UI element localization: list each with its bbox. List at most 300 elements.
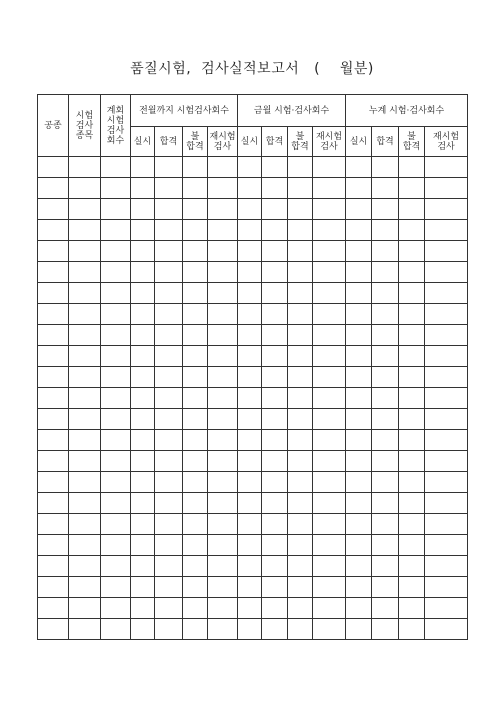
table-cell[interactable]	[288, 598, 313, 619]
table-cell[interactable]	[425, 535, 468, 556]
table-cell[interactable]	[425, 388, 468, 409]
table-cell[interactable]	[69, 514, 101, 535]
table-cell[interactable]	[238, 556, 262, 577]
table-cell[interactable]	[38, 556, 69, 577]
table-cell[interactable]	[399, 493, 425, 514]
table-cell[interactable]	[183, 514, 208, 535]
table-cell[interactable]	[346, 199, 372, 220]
table-cell[interactable]	[238, 304, 262, 325]
table-cell[interactable]	[208, 283, 238, 304]
table-cell[interactable]	[288, 535, 313, 556]
table-cell[interactable]	[208, 220, 238, 241]
table-cell[interactable]	[183, 325, 208, 346]
table-cell[interactable]	[399, 199, 425, 220]
table-cell[interactable]	[346, 451, 372, 472]
table-cell[interactable]	[38, 199, 69, 220]
table-cell[interactable]	[346, 346, 372, 367]
table-cell[interactable]	[38, 430, 69, 451]
table-cell[interactable]	[262, 388, 288, 409]
table-cell[interactable]	[69, 178, 101, 199]
table-cell[interactable]	[155, 556, 183, 577]
table-cell[interactable]	[69, 283, 101, 304]
table-cell[interactable]	[262, 577, 288, 598]
table-cell[interactable]	[313, 451, 346, 472]
table-cell[interactable]	[425, 157, 468, 178]
table-cell[interactable]	[399, 577, 425, 598]
table-cell[interactable]	[288, 325, 313, 346]
table-cell[interactable]	[183, 304, 208, 325]
table-cell[interactable]	[372, 262, 399, 283]
table-cell[interactable]	[131, 346, 155, 367]
table-cell[interactable]	[131, 367, 155, 388]
table-cell[interactable]	[399, 472, 425, 493]
table-cell[interactable]	[38, 514, 69, 535]
table-cell[interactable]	[238, 409, 262, 430]
table-cell[interactable]	[131, 178, 155, 199]
table-cell[interactable]	[313, 325, 346, 346]
table-cell[interactable]	[372, 514, 399, 535]
table-cell[interactable]	[399, 304, 425, 325]
table-cell[interactable]	[399, 619, 425, 640]
table-cell[interactable]	[101, 451, 131, 472]
table-cell[interactable]	[38, 493, 69, 514]
table-cell[interactable]	[183, 535, 208, 556]
table-cell[interactable]	[288, 514, 313, 535]
table-cell[interactable]	[288, 451, 313, 472]
table-cell[interactable]	[155, 577, 183, 598]
table-cell[interactable]	[131, 241, 155, 262]
table-cell[interactable]	[131, 325, 155, 346]
table-cell[interactable]	[131, 220, 155, 241]
table-cell[interactable]	[346, 514, 372, 535]
table-cell[interactable]	[262, 514, 288, 535]
table-cell[interactable]	[38, 262, 69, 283]
table-cell[interactable]	[238, 514, 262, 535]
table-cell[interactable]	[69, 304, 101, 325]
table-cell[interactable]	[69, 472, 101, 493]
table-cell[interactable]	[346, 262, 372, 283]
table-cell[interactable]	[238, 346, 262, 367]
table-cell[interactable]	[313, 241, 346, 262]
table-cell[interactable]	[38, 451, 69, 472]
table-cell[interactable]	[313, 388, 346, 409]
table-cell[interactable]	[313, 598, 346, 619]
table-cell[interactable]	[313, 283, 346, 304]
table-cell[interactable]	[131, 262, 155, 283]
table-cell[interactable]	[131, 577, 155, 598]
table-cell[interactable]	[155, 514, 183, 535]
table-cell[interactable]	[38, 367, 69, 388]
table-cell[interactable]	[101, 472, 131, 493]
table-cell[interactable]	[131, 157, 155, 178]
table-cell[interactable]	[288, 262, 313, 283]
table-cell[interactable]	[372, 241, 399, 262]
table-cell[interactable]	[425, 598, 468, 619]
table-cell[interactable]	[262, 157, 288, 178]
table-cell[interactable]	[69, 199, 101, 220]
table-cell[interactable]	[38, 304, 69, 325]
table-cell[interactable]	[313, 304, 346, 325]
table-cell[interactable]	[262, 346, 288, 367]
table-cell[interactable]	[208, 556, 238, 577]
table-cell[interactable]	[399, 346, 425, 367]
table-cell[interactable]	[372, 493, 399, 514]
table-cell[interactable]	[208, 493, 238, 514]
table-cell[interactable]	[346, 157, 372, 178]
table-cell[interactable]	[313, 556, 346, 577]
table-cell[interactable]	[313, 430, 346, 451]
table-cell[interactable]	[208, 430, 238, 451]
table-cell[interactable]	[238, 619, 262, 640]
table-cell[interactable]	[101, 157, 131, 178]
table-cell[interactable]	[346, 556, 372, 577]
table-cell[interactable]	[399, 220, 425, 241]
table-cell[interactable]	[262, 598, 288, 619]
table-cell[interactable]	[346, 220, 372, 241]
table-cell[interactable]	[288, 619, 313, 640]
table-cell[interactable]	[101, 514, 131, 535]
table-cell[interactable]	[38, 283, 69, 304]
table-cell[interactable]	[238, 472, 262, 493]
table-cell[interactable]	[208, 598, 238, 619]
table-cell[interactable]	[346, 493, 372, 514]
table-cell[interactable]	[101, 598, 131, 619]
table-cell[interactable]	[183, 430, 208, 451]
table-cell[interactable]	[208, 388, 238, 409]
table-cell[interactable]	[262, 367, 288, 388]
table-cell[interactable]	[69, 367, 101, 388]
table-cell[interactable]	[346, 388, 372, 409]
table-cell[interactable]	[313, 514, 346, 535]
table-cell[interactable]	[183, 262, 208, 283]
table-cell[interactable]	[69, 619, 101, 640]
table-cell[interactable]	[155, 535, 183, 556]
table-cell[interactable]	[238, 367, 262, 388]
table-cell[interactable]	[238, 451, 262, 472]
table-cell[interactable]	[399, 430, 425, 451]
table-cell[interactable]	[208, 514, 238, 535]
table-cell[interactable]	[372, 157, 399, 178]
table-cell[interactable]	[288, 199, 313, 220]
table-cell[interactable]	[101, 388, 131, 409]
table-cell[interactable]	[288, 493, 313, 514]
table-cell[interactable]	[399, 451, 425, 472]
table-cell[interactable]	[372, 598, 399, 619]
table-cell[interactable]	[372, 430, 399, 451]
table-cell[interactable]	[208, 178, 238, 199]
table-cell[interactable]	[208, 619, 238, 640]
table-cell[interactable]	[288, 157, 313, 178]
table-cell[interactable]	[155, 493, 183, 514]
table-cell[interactable]	[155, 304, 183, 325]
table-cell[interactable]	[372, 535, 399, 556]
table-cell[interactable]	[208, 262, 238, 283]
table-cell[interactable]	[262, 325, 288, 346]
table-cell[interactable]	[183, 241, 208, 262]
table-cell[interactable]	[425, 346, 468, 367]
table-cell[interactable]	[131, 472, 155, 493]
table-cell[interactable]	[425, 430, 468, 451]
table-cell[interactable]	[238, 199, 262, 220]
table-cell[interactable]	[313, 199, 346, 220]
table-cell[interactable]	[346, 598, 372, 619]
table-cell[interactable]	[425, 409, 468, 430]
table-cell[interactable]	[313, 262, 346, 283]
table-cell[interactable]	[208, 367, 238, 388]
table-cell[interactable]	[38, 178, 69, 199]
table-cell[interactable]	[155, 220, 183, 241]
table-cell[interactable]	[313, 472, 346, 493]
table-cell[interactable]	[101, 367, 131, 388]
table-cell[interactable]	[208, 157, 238, 178]
table-cell[interactable]	[101, 619, 131, 640]
table-cell[interactable]	[238, 493, 262, 514]
table-cell[interactable]	[313, 346, 346, 367]
table-cell[interactable]	[238, 178, 262, 199]
table-cell[interactable]	[101, 220, 131, 241]
table-cell[interactable]	[313, 409, 346, 430]
table-cell[interactable]	[69, 451, 101, 472]
table-cell[interactable]	[262, 493, 288, 514]
table-cell[interactable]	[372, 220, 399, 241]
table-cell[interactable]	[399, 283, 425, 304]
table-cell[interactable]	[399, 157, 425, 178]
table-cell[interactable]	[238, 283, 262, 304]
table-cell[interactable]	[208, 346, 238, 367]
table-cell[interactable]	[372, 472, 399, 493]
table-cell[interactable]	[262, 409, 288, 430]
table-cell[interactable]	[208, 451, 238, 472]
table-cell[interactable]	[183, 220, 208, 241]
table-cell[interactable]	[155, 199, 183, 220]
table-cell[interactable]	[346, 283, 372, 304]
table-cell[interactable]	[425, 514, 468, 535]
table-cell[interactable]	[262, 262, 288, 283]
table-cell[interactable]	[399, 388, 425, 409]
table-cell[interactable]	[262, 178, 288, 199]
table-cell[interactable]	[208, 409, 238, 430]
table-cell[interactable]	[372, 325, 399, 346]
table-cell[interactable]	[372, 556, 399, 577]
table-cell[interactable]	[155, 388, 183, 409]
table-cell[interactable]	[313, 367, 346, 388]
table-cell[interactable]	[183, 199, 208, 220]
table-cell[interactable]	[101, 409, 131, 430]
table-cell[interactable]	[425, 199, 468, 220]
table-cell[interactable]	[288, 388, 313, 409]
table-cell[interactable]	[69, 220, 101, 241]
table-cell[interactable]	[69, 346, 101, 367]
table-cell[interactable]	[238, 157, 262, 178]
table-cell[interactable]	[288, 430, 313, 451]
table-cell[interactable]	[288, 409, 313, 430]
table-cell[interactable]	[131, 451, 155, 472]
table-cell[interactable]	[288, 304, 313, 325]
table-cell[interactable]	[101, 430, 131, 451]
table-cell[interactable]	[38, 535, 69, 556]
table-cell[interactable]	[346, 241, 372, 262]
table-cell[interactable]	[288, 472, 313, 493]
table-cell[interactable]	[288, 346, 313, 367]
table-cell[interactable]	[346, 577, 372, 598]
table-cell[interactable]	[208, 325, 238, 346]
table-cell[interactable]	[69, 493, 101, 514]
table-cell[interactable]	[131, 283, 155, 304]
table-cell[interactable]	[101, 556, 131, 577]
table-cell[interactable]	[38, 577, 69, 598]
table-cell[interactable]	[155, 409, 183, 430]
table-cell[interactable]	[208, 199, 238, 220]
table-cell[interactable]	[262, 283, 288, 304]
table-cell[interactable]	[425, 556, 468, 577]
table-cell[interactable]	[238, 535, 262, 556]
table-cell[interactable]	[262, 472, 288, 493]
table-cell[interactable]	[155, 430, 183, 451]
table-cell[interactable]	[346, 472, 372, 493]
table-cell[interactable]	[346, 304, 372, 325]
table-cell[interactable]	[372, 388, 399, 409]
table-cell[interactable]	[38, 388, 69, 409]
table-cell[interactable]	[101, 346, 131, 367]
table-cell[interactable]	[183, 598, 208, 619]
table-cell[interactable]	[425, 283, 468, 304]
table-cell[interactable]	[425, 241, 468, 262]
table-cell[interactable]	[238, 430, 262, 451]
table-cell[interactable]	[101, 262, 131, 283]
table-cell[interactable]	[183, 409, 208, 430]
table-cell[interactable]	[399, 241, 425, 262]
table-cell[interactable]	[313, 493, 346, 514]
table-cell[interactable]	[131, 304, 155, 325]
table-cell[interactable]	[183, 493, 208, 514]
table-cell[interactable]	[262, 535, 288, 556]
table-cell[interactable]	[38, 157, 69, 178]
table-cell[interactable]	[346, 367, 372, 388]
table-cell[interactable]	[69, 325, 101, 346]
table-cell[interactable]	[155, 346, 183, 367]
table-cell[interactable]	[238, 241, 262, 262]
table-cell[interactable]	[69, 388, 101, 409]
table-cell[interactable]	[183, 157, 208, 178]
table-cell[interactable]	[38, 346, 69, 367]
table-cell[interactable]	[101, 325, 131, 346]
table-cell[interactable]	[208, 304, 238, 325]
table-cell[interactable]	[38, 619, 69, 640]
table-cell[interactable]	[208, 577, 238, 598]
table-cell[interactable]	[131, 535, 155, 556]
table-cell[interactable]	[372, 409, 399, 430]
table-cell[interactable]	[183, 178, 208, 199]
table-cell[interactable]	[101, 493, 131, 514]
table-cell[interactable]	[238, 220, 262, 241]
table-cell[interactable]	[38, 409, 69, 430]
table-cell[interactable]	[101, 577, 131, 598]
table-cell[interactable]	[183, 451, 208, 472]
table-cell[interactable]	[425, 304, 468, 325]
table-cell[interactable]	[262, 220, 288, 241]
table-cell[interactable]	[313, 619, 346, 640]
table-cell[interactable]	[399, 178, 425, 199]
table-cell[interactable]	[425, 178, 468, 199]
table-cell[interactable]	[372, 367, 399, 388]
table-cell[interactable]	[131, 514, 155, 535]
table-cell[interactable]	[155, 241, 183, 262]
table-cell[interactable]	[346, 619, 372, 640]
table-cell[interactable]	[69, 409, 101, 430]
table-cell[interactable]	[288, 220, 313, 241]
table-cell[interactable]	[288, 283, 313, 304]
table-cell[interactable]	[69, 430, 101, 451]
table-cell[interactable]	[425, 325, 468, 346]
table-cell[interactable]	[183, 619, 208, 640]
table-cell[interactable]	[288, 556, 313, 577]
table-cell[interactable]	[425, 577, 468, 598]
table-cell[interactable]	[101, 304, 131, 325]
table-cell[interactable]	[372, 451, 399, 472]
table-cell[interactable]	[262, 430, 288, 451]
table-cell[interactable]	[372, 178, 399, 199]
table-cell[interactable]	[372, 199, 399, 220]
table-cell[interactable]	[372, 346, 399, 367]
table-cell[interactable]	[38, 598, 69, 619]
table-cell[interactable]	[155, 157, 183, 178]
table-cell[interactable]	[262, 199, 288, 220]
table-cell[interactable]	[238, 598, 262, 619]
table-cell[interactable]	[313, 178, 346, 199]
table-cell[interactable]	[69, 535, 101, 556]
table-cell[interactable]	[346, 430, 372, 451]
table-cell[interactable]	[262, 619, 288, 640]
table-cell[interactable]	[38, 472, 69, 493]
table-cell[interactable]	[399, 262, 425, 283]
table-cell[interactable]	[38, 241, 69, 262]
table-cell[interactable]	[313, 577, 346, 598]
table-cell[interactable]	[288, 178, 313, 199]
table-cell[interactable]	[238, 577, 262, 598]
table-cell[interactable]	[238, 388, 262, 409]
table-cell[interactable]	[238, 325, 262, 346]
table-cell[interactable]	[69, 577, 101, 598]
table-cell[interactable]	[372, 304, 399, 325]
table-cell[interactable]	[183, 283, 208, 304]
table-cell[interactable]	[399, 535, 425, 556]
table-cell[interactable]	[101, 241, 131, 262]
table-cell[interactable]	[346, 535, 372, 556]
table-cell[interactable]	[155, 472, 183, 493]
table-cell[interactable]	[183, 556, 208, 577]
table-cell[interactable]	[131, 619, 155, 640]
table-cell[interactable]	[425, 472, 468, 493]
table-cell[interactable]	[183, 577, 208, 598]
table-cell[interactable]	[288, 577, 313, 598]
table-cell[interactable]	[155, 262, 183, 283]
table-cell[interactable]	[425, 262, 468, 283]
table-cell[interactable]	[131, 199, 155, 220]
table-cell[interactable]	[155, 325, 183, 346]
table-cell[interactable]	[131, 409, 155, 430]
table-cell[interactable]	[425, 619, 468, 640]
table-cell[interactable]	[155, 619, 183, 640]
table-cell[interactable]	[346, 178, 372, 199]
table-cell[interactable]	[183, 346, 208, 367]
table-cell[interactable]	[69, 241, 101, 262]
table-cell[interactable]	[399, 556, 425, 577]
table-cell[interactable]	[69, 262, 101, 283]
table-cell[interactable]	[425, 493, 468, 514]
table-cell[interactable]	[399, 367, 425, 388]
table-cell[interactable]	[131, 493, 155, 514]
table-cell[interactable]	[262, 304, 288, 325]
